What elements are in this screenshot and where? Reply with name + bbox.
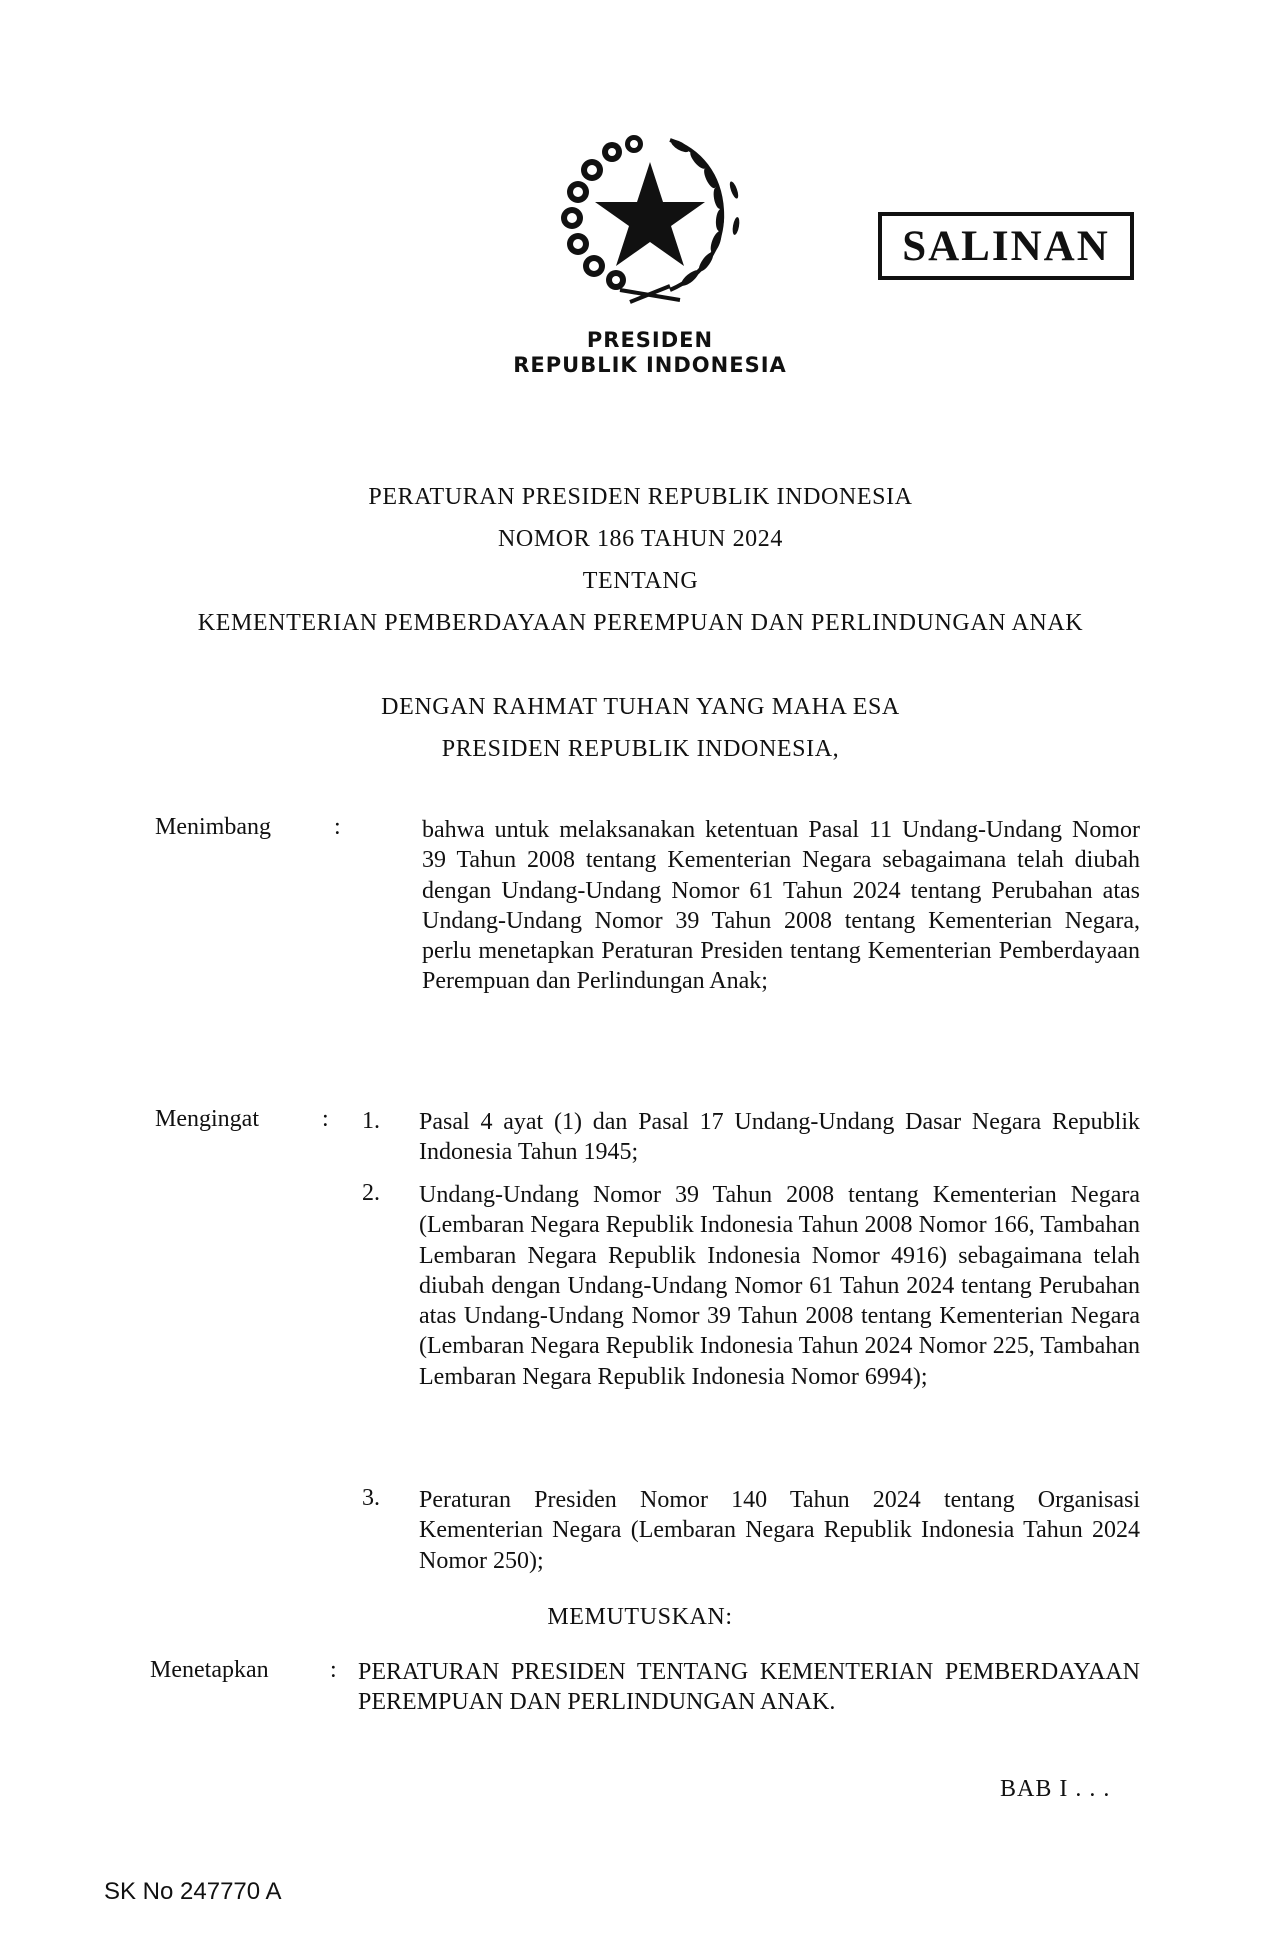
salinan-stamp [878, 212, 1134, 280]
regulation-title: PERATURAN PRESIDEN REPUBLIK INDONESIA [368, 484, 913, 510]
sk-number-footer: SK No 247770 A [104, 1878, 282, 1905]
mengingat-item-number: 2. [362, 1180, 380, 1206]
regulation-tentang: TENTANG [582, 568, 699, 594]
mengingat-item-text: Undang-Undang Nomor 39 Tahun 2008 tentang Kementerian Negara (Lembaran Negara Republik Indonesia Tahun 2008 Nomor 166, Tambahan Lembaran Negara Republik Indonesia Nomor 4916) sebagaimana telah diubah dengan Undang-Undang Nomor 61 Tahun 2024 tentang Perubahan atas Undang-Undang Nomor 39 Tahun 2008 tentang Kementerian Negara (Lembaran Negara Republik Indonesia Tahun 2024 Nomor 225, Tambahan Lembaran Negara Republik Indonesia Nomor 6994); [419, 1182, 1140, 1390]
mengingat-item-number: 3. [362, 1485, 380, 1511]
salinan-stamp-text: SALINAN [902, 222, 1110, 270]
regulation-subject: KEMENTERIAN PEMBERDAYAAN PEREMPUAN DAN PERLINDUNGAN ANAK [197, 610, 1084, 636]
mengingat-item-text: Pasal 4 ayat (1) dan Pasal 17 Undang-Undang Dasar Negara Republik Indonesia Tahun 1945; [419, 1109, 1140, 1166]
mengingat-item-number: 1. [362, 1108, 380, 1134]
menetapkan-colon: : [330, 1657, 337, 1683]
mengingat-colon: : [322, 1106, 329, 1132]
menimbang-label: Menimbang [155, 814, 271, 840]
emblem-caption-line1: PRESIDEN [586, 328, 714, 352]
memutuskan-heading: MEMUTUSKAN: [547, 1604, 733, 1630]
mengingat-item-text: Peraturan Presiden Nomor 140 Tahun 2024 tentang Organisasi Kementerian Negara (Lembaran Negara Republik Indonesia Tahun 2024 Nomor 250); [419, 1487, 1140, 1574]
mengingat-label: Mengingat [155, 1106, 259, 1132]
emblem-caption-line2: REPUBLIK INDONESIA [513, 353, 787, 377]
presidential-emblem-icon [550, 130, 750, 310]
invocation-line: DENGAN RAHMAT TUHAN YANG MAHA ESA [381, 694, 900, 720]
emblem-caption [450, 328, 850, 378]
menetapkan-label: Menetapkan [150, 1657, 269, 1683]
menetapkan-text: PERATURAN PRESIDEN TENTANG KEMENTERIAN PEMBERDAYAAN PEREMPUAN DAN PERLINDUNGAN ANAK. [358, 1659, 1140, 1716]
president-line: PRESIDEN REPUBLIK INDONESIA, [441, 736, 840, 762]
regulation-number: NOMOR 186 TAHUN 2024 [498, 526, 783, 552]
menimbang-text: bahwa untuk melaksanakan ketentuan Pasal 11 Undang-Undang Nomor 39 Tahun 2008 tentang Kementerian Negara sebagaimana telah diubah dengan Undang-Undang Nomor 61 Tahun 2024 tentang Perubahan atas Undang-Undang Nomor 39 Tahun 2008 tentang Kementerian Negara, perlu menetapkan Peraturan Presiden tentang Kementerian Pemberdayaan Perempuan dan Perlindungan Anak; [422, 817, 1140, 995]
page-continuation: BAB I . . . [1000, 1776, 1111, 1802]
menimbang-colon: : [334, 814, 341, 840]
